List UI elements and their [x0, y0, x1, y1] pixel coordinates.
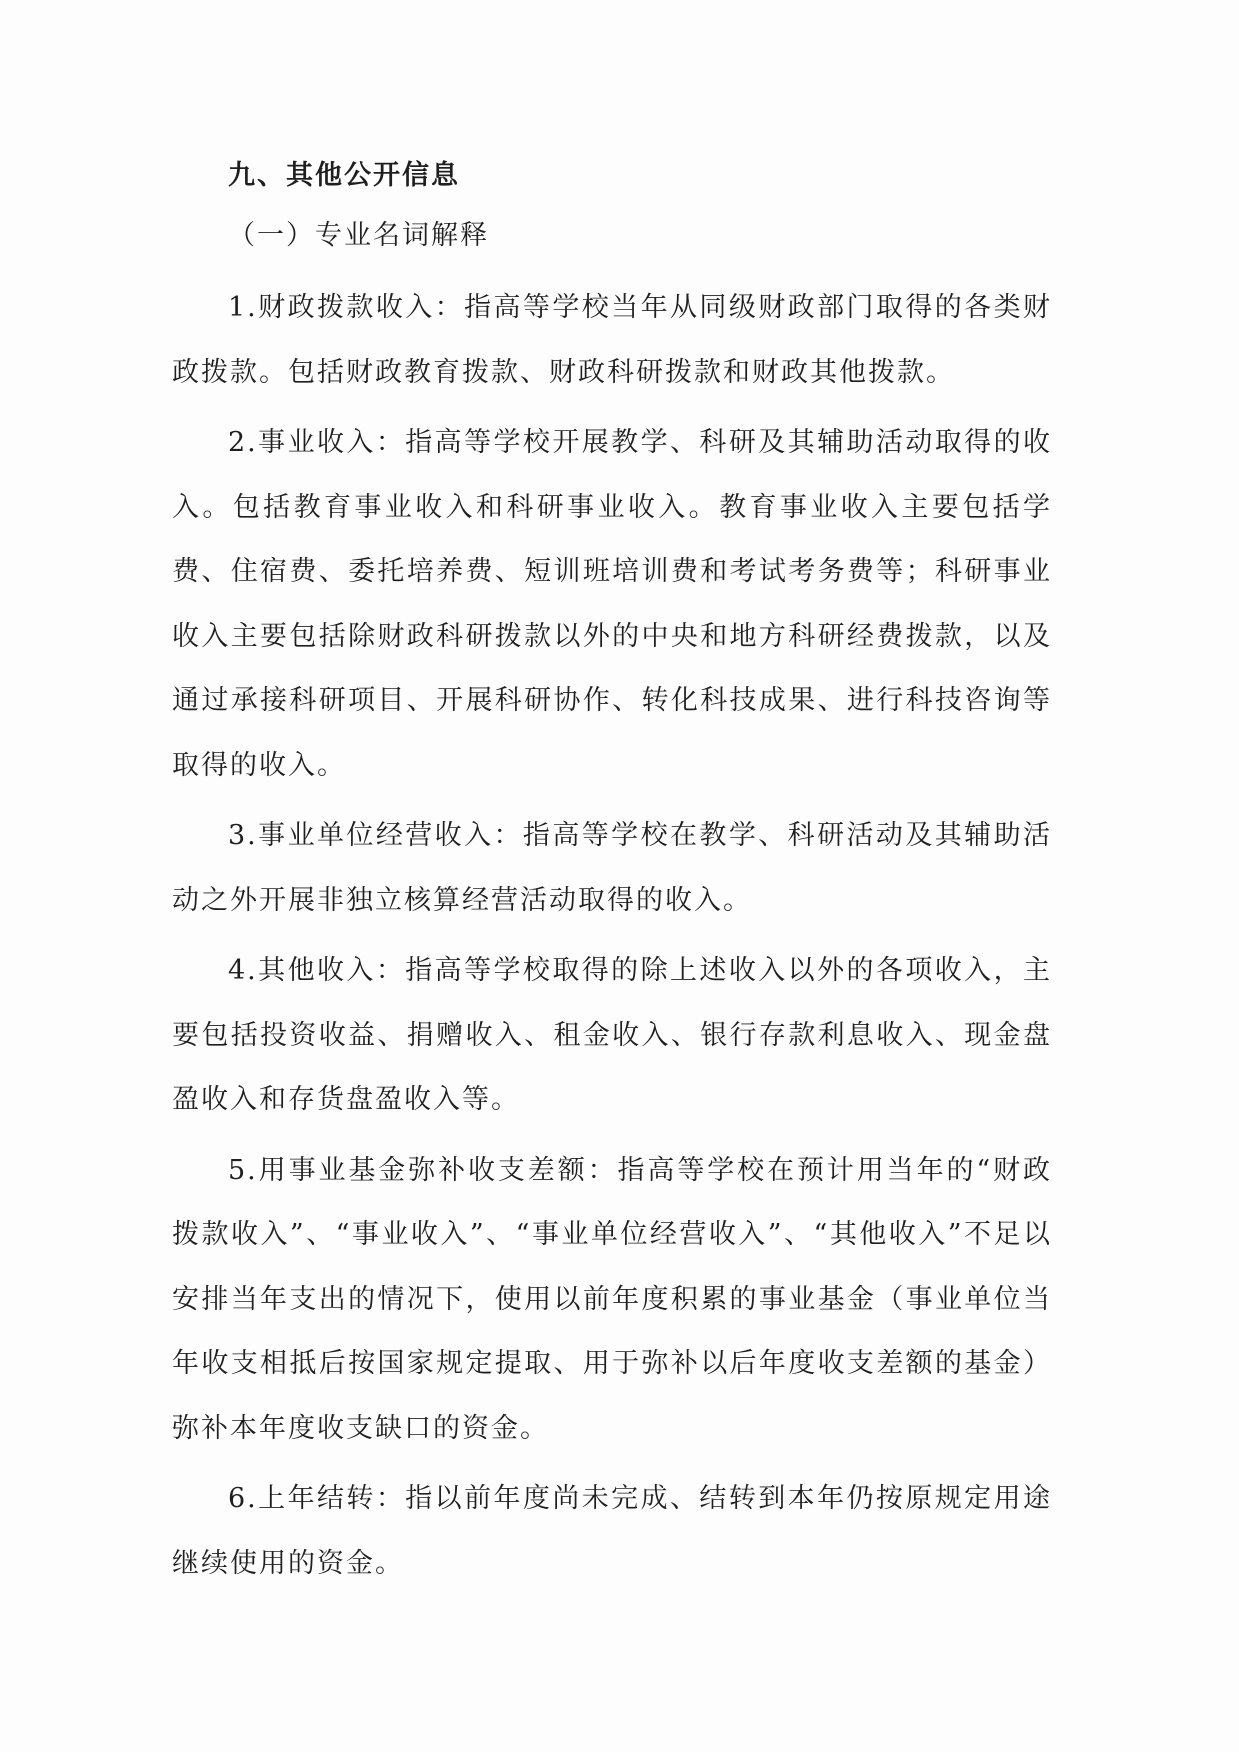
subsection-heading: （一）专业名词解释	[228, 220, 489, 251]
definition-paragraph-3: 3.事业单位经营收入：指高等学校在教学、科研活动及其辅助活动之外开展非独立核算经营活动取得的收入。	[172, 820, 1052, 916]
definition-paragraph-5: 5.用事业基金弥补收支差额：指高等学校在预计用当年的“财政拨款收入”、“事业收入”、“事业单位经营收入”、“其他收入”不足以安排当年支出的情况下，使用以前年度积累的事业基金（事业单位当年收支相抵后按国家规定提取、用于弥补以后年度收支差额的基金）弥补本年度收支缺口的资金。	[172, 1154, 1052, 1444]
definition-paragraph-2: 2.事业收入：指高等学校开展教学、科研及其辅助活动取得的收入。包括教育事业收入和科研事业收入。教育事业收入主要包括学费、住宿费、委托培养费、短训班培训费和考试考务费等；科研事业收入主要包括除财政科研拨款以外的中央和地方科研经费拨款，以及通过承接科研项目、开展科研协作、转化科技成果、进行科技咨询等取得的收入。	[172, 427, 1052, 781]
definition-paragraph-6: 6.上年结转：指以前年度尚未完成、结转到本年仍按原规定用途继续使用的资金。	[172, 1483, 1052, 1579]
document-body	[172, 158, 1052, 1602]
definition-paragraph-1: 1.财政拨款收入：指高等学校当年从同级财政部门取得的各类财政拨款。包括财政教育拨款、财政科研拨款和财政其他拨款。	[172, 292, 1052, 388]
definition-paragraph-4: 4.其他收入：指高等学校取得的除上述收入以外的各项收入，主要包括投资收益、捐赠收入、租金收入、银行存款利息收入、现金盘盈收入和存货盘盈收入等。	[172, 955, 1052, 1115]
section-heading: 九、其他公开信息	[228, 160, 460, 191]
